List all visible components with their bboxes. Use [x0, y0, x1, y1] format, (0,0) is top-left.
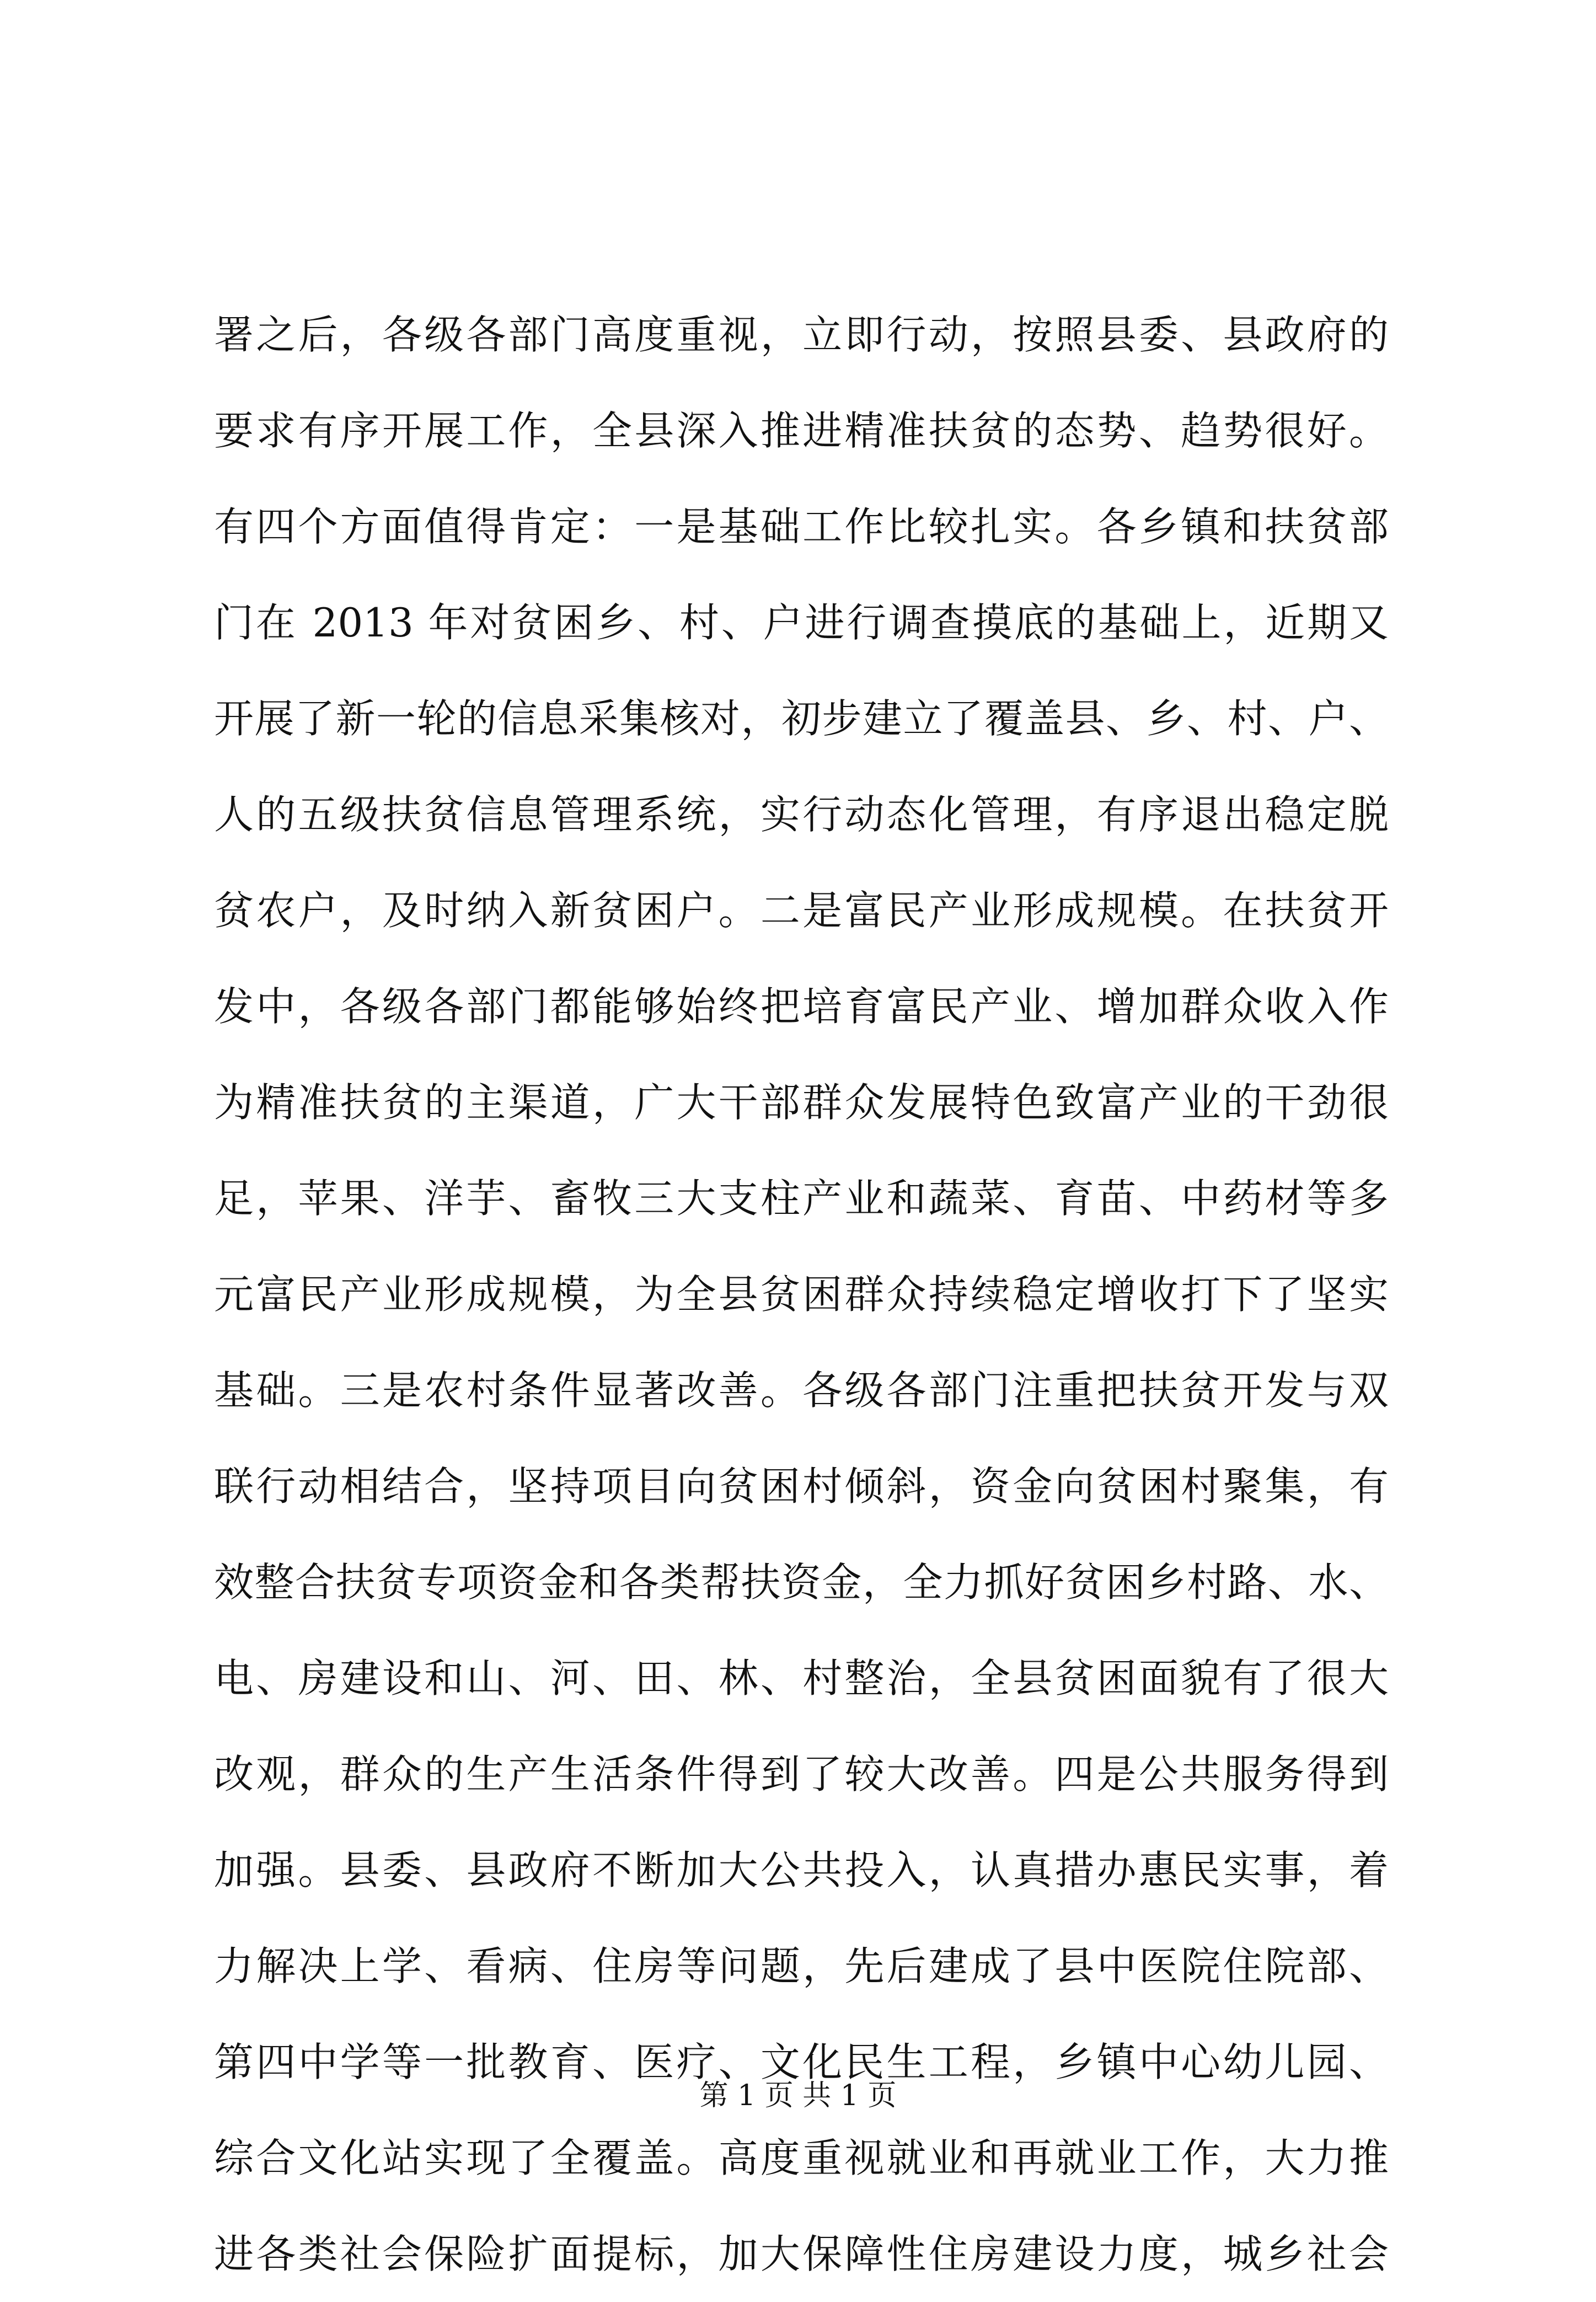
text-line: 加强。县委、县政府不断加大公共投入，认真措办惠民实事，着 [214, 1847, 1389, 1893]
text-line: 有四个方面值得肯定：一是基础工作比较扎实。各乡镇和扶贫部 [214, 504, 1389, 550]
text-line: 效整合扶贫专项资金和各类帮扶资金，全力抓好贫困乡村路、水、 [214, 1559, 1389, 1605]
text-line: 开展了新一轮的信息采集核对，初步建立了覆盖县、乡、村、户、 [214, 695, 1389, 742]
text-line: 贫农户，及时纳入新贫困户。二是富民产业形成规模。在扶贫开 [214, 887, 1389, 934]
text-line: 署之后，各级各部门高度重视，立即行动，按照县委、县政府的 [214, 312, 1389, 358]
text-line: 力解决上学、看病、住房等问题，先后建成了县中医院住院部、 [214, 1943, 1389, 1989]
text-line: 元富民产业形成规模，为全县贫困群众持续稳定增收打下了坚实 [214, 1271, 1389, 1318]
text-line: 为精准扶贫的主渠道，广大干部群众发展特色致富产业的干劲很 [214, 1079, 1389, 1126]
page-number-label: 第 1 页 共 1 页 [699, 2079, 897, 2112]
text-line: 第四中学等一批教育、医疗、文化民生工程，乡镇中心幼儿园、 [214, 2039, 1389, 2085]
body-text [214, 287, 1389, 2302]
text-line: 要求有序开展工作，全县深入推进精准扶贫的态势、趋势很好。 [214, 408, 1389, 454]
text-line: 发中，各级各部门都能够始终把培育富民产业、增加群众收入作 [214, 983, 1389, 1030]
page-footer [0, 2074, 1596, 2118]
text-line: 门在 2013 年对贫困乡、村、户进行调查摸底的基础上，近期又 [214, 599, 1389, 646]
text-line: 综合文化站实现了全覆盖。高度重视就业和再就业工作，大力推 [214, 2135, 1389, 2181]
text-line: 人的五级扶贫信息管理系统，实行动态化管理，有序退出稳定脱 [214, 791, 1389, 838]
text-line: 电、房建设和山、河、田、林、村整治，全县贫困面貌有了很大 [214, 1655, 1389, 1701]
text-line: 足，苹果、洋芋、畜牧三大支柱产业和蔬菜、育苗、中药材等多 [214, 1175, 1389, 1222]
text-line: 改观，群众的生产生活条件得到了较大改善。四是公共服务得到 [214, 1751, 1389, 1797]
text-line: 基础。三是农村条件显著改善。各级各部门注重把扶贫开发与双 [214, 1367, 1389, 1414]
text-line: 联行动相结合，坚持项目向贫困村倾斜，资金向贫困村聚集，有 [214, 1463, 1389, 1509]
text-line: 进各类社会保险扩面提标，加大保障性住房建设力度，城乡社会 [214, 2231, 1389, 2277]
